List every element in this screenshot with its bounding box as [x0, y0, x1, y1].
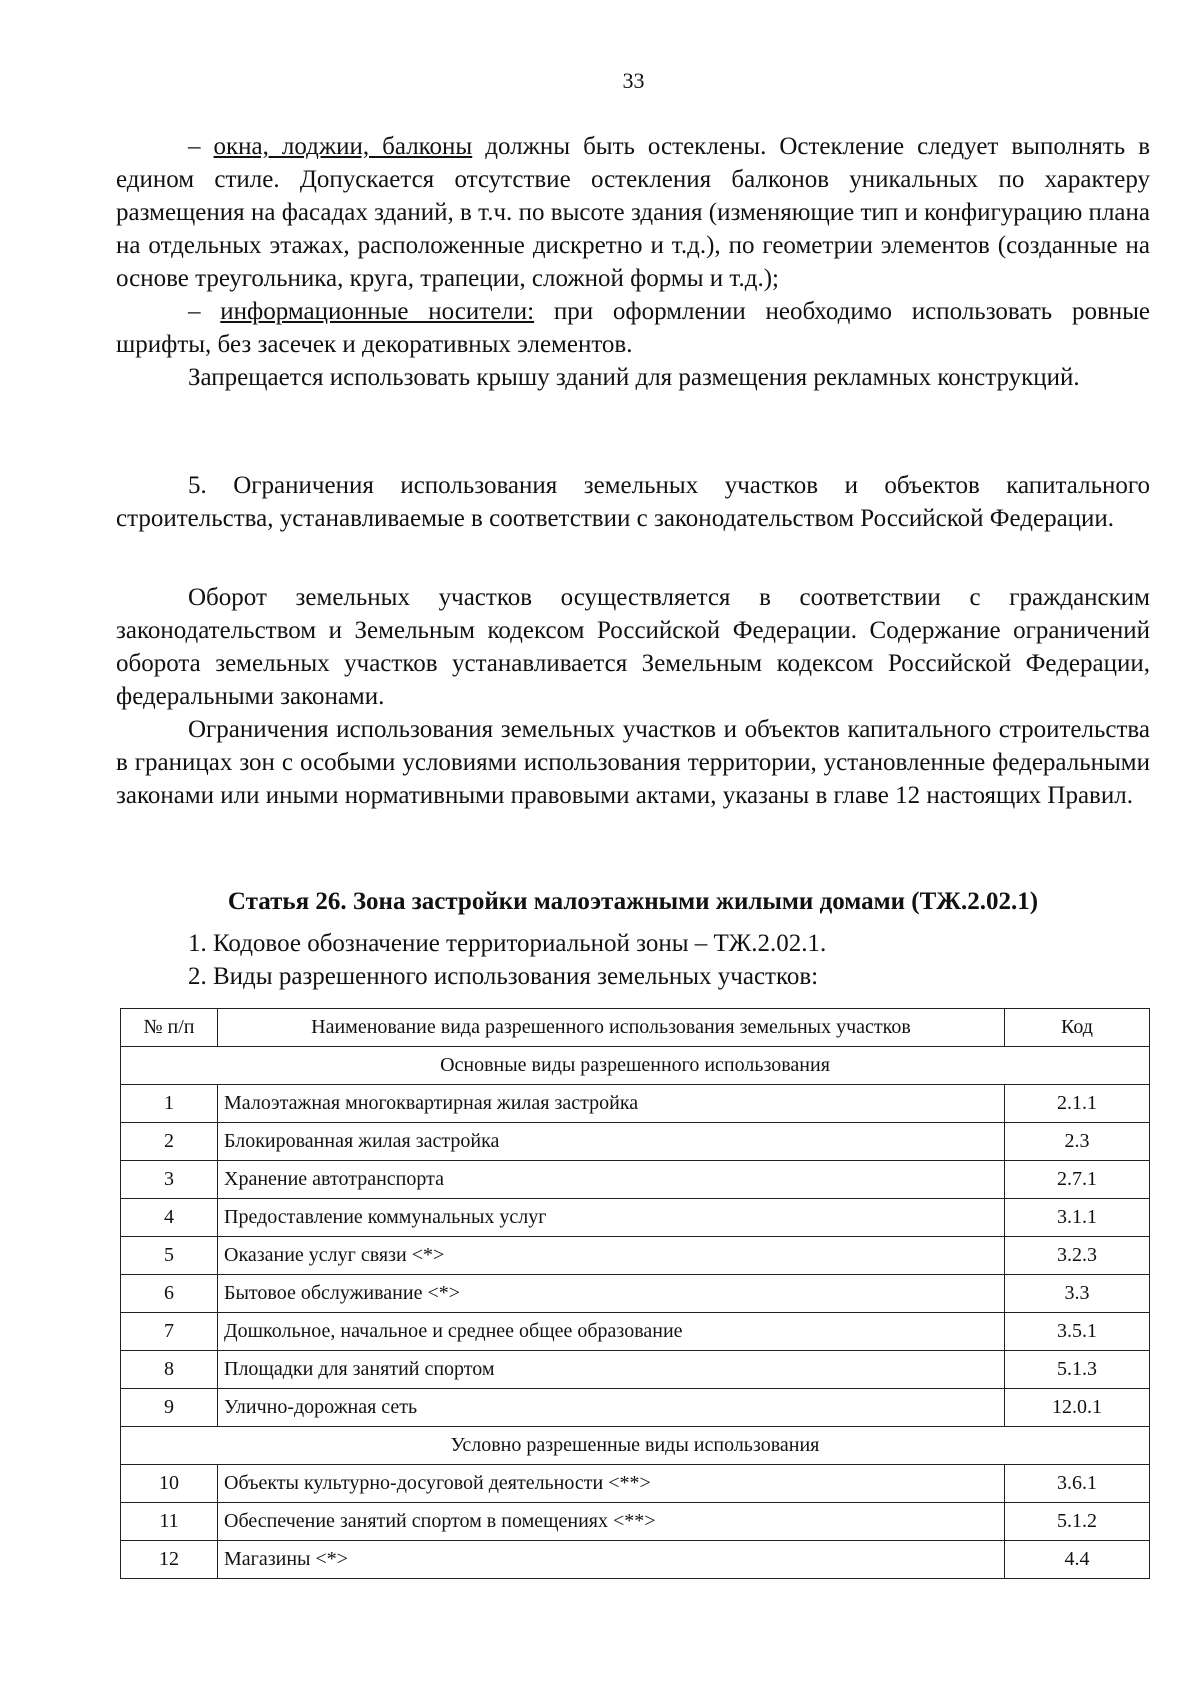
row-name: Малоэтажная многоквартирная жилая застройка [218, 1085, 1005, 1123]
row-name: Дошкольное, начальное и среднее общее образование [218, 1313, 1005, 1351]
section-title: Условно разрешенные виды использования [121, 1427, 1150, 1465]
paragraph-text: при оформлении необходимо использовать ровные шрифты, без засечек и декоративных элементов. [116, 298, 1151, 358]
table-row [121, 1237, 1150, 1275]
list-item: 1. Кодовое обозначение территориальной зоны – ТЖ.2.02.1. [188, 930, 827, 957]
row-name: Улично-дорожная сеть [218, 1389, 1005, 1427]
list-item: 2. Виды разрешенного использования земельных участков: [188, 963, 819, 990]
paragraph-info-carriers: – информационные носители: при оформлении необходимо использовать ровные шрифты, без засечек и декоративных элементов. [116, 298, 1151, 358]
table-row [121, 1313, 1150, 1351]
section-title: Основные виды разрешенного использования [121, 1047, 1150, 1085]
row-num: 4 [121, 1199, 218, 1237]
row-name: Магазины <*> [218, 1541, 1005, 1579]
row-num: 7 [121, 1313, 218, 1351]
table-row [121, 1503, 1150, 1541]
row-code: 4.4 [1005, 1541, 1150, 1579]
row-num: 8 [121, 1351, 218, 1389]
row-name: Хранение автотранспорта [218, 1161, 1005, 1199]
row-name: Бытовое обслуживание <*> [218, 1275, 1005, 1313]
paragraph-special-zones: Ограничения использования земельных участков и объектов капитального строительства в границах зон с особыми условиями использования территории, установленные федеральными законами или иными нормативными правовыми актами, указаны в главе 12 настоящих Правил. [116, 716, 1150, 809]
table-row [121, 1123, 1150, 1161]
row-code: 3.6.1 [1005, 1465, 1150, 1503]
header-name: Наименование вида разрешенного использования земельных участков [218, 1009, 1005, 1047]
paragraph-roof-ban: Запрещается использовать крышу зданий для размещения рекламных конструкций. [188, 364, 1080, 391]
table-row [121, 1161, 1150, 1199]
row-name: Блокированная жилая застройка [218, 1123, 1005, 1161]
intro-paragraphs [116, 130, 1150, 394]
row-code: 2.7.1 [1005, 1161, 1150, 1199]
table-header-row [121, 1009, 1150, 1047]
row-name: Предоставление коммунальных услуг [218, 1199, 1005, 1237]
row-name: Обеспечение занятий спортом в помещениях <**> [218, 1503, 1005, 1541]
numbered-list [188, 927, 826, 993]
row-num: 2 [121, 1123, 218, 1161]
section-row-main [121, 1047, 1150, 1085]
table-row [121, 1275, 1150, 1313]
paragraph-text: должны быть остеклены. Остекление следует выполнять в едином стиле. Допускается отсутствие остекления балконов уникальных по характеру размещения на фасадах зданий, в т.ч. по высоте здания (изменяющие тип и конфигурацию плана на отдельных этажах, расположенные дискретно и т.д.), по геометрии элементов (созданные на основе треугольника, круга, трапеции, сложной формы и т.д.); [116, 133, 1150, 292]
table-row [121, 1085, 1150, 1123]
table-row [121, 1199, 1150, 1237]
section-row-conditional [121, 1427, 1150, 1465]
table-row [121, 1465, 1150, 1503]
row-name: Объекты культурно-досуговой деятельности <**> [218, 1465, 1005, 1503]
underlined-term: окна, лоджии, балконы [213, 133, 473, 160]
item-5-text: 5. Ограничения использования земельных участков и объектов капитального строительства, устанавливаемые в соответствии с законодательством Российской Федерации. [116, 472, 1150, 532]
row-num: 11 [121, 1503, 218, 1541]
row-code: 3.2.3 [1005, 1237, 1150, 1275]
page-number: 33 [622, 68, 645, 93]
row-name: Площадки для занятий спортом [218, 1351, 1005, 1389]
row-num: 12 [121, 1541, 218, 1579]
paragraph-land-turnover: Оборот земельных участков осуществляется в соответствии с гражданским законодательством и Земельным кодексом Российской Федерации. Содержание ограничений оборота земельных участков устанавливается Земельным кодексом Российской Федерации, федеральными законами. [116, 584, 1150, 710]
row-name: Оказание услуг связи <*> [218, 1237, 1005, 1275]
row-num: 9 [121, 1389, 218, 1427]
article-heading: Статья 26. Зона застройки малоэтажными жилыми домами (ТЖ.2.02.1) [227, 888, 1039, 915]
header-code: Код [1005, 1009, 1150, 1047]
row-code: 5.1.3 [1005, 1351, 1150, 1389]
table-row [121, 1351, 1150, 1389]
row-code: 3.1.1 [1005, 1199, 1150, 1237]
row-num: 3 [121, 1161, 218, 1199]
header-num: № п/п [121, 1009, 218, 1047]
row-code: 2.1.1 [1005, 1085, 1150, 1123]
row-num: 1 [121, 1085, 218, 1123]
item-5 [116, 469, 1150, 535]
underlined-term: информационные носители: [220, 298, 535, 325]
row-code: 3.3 [1005, 1275, 1150, 1313]
restriction-paragraphs [116, 581, 1150, 812]
row-num: 6 [121, 1275, 218, 1313]
permitted-uses-table [120, 1008, 1150, 1579]
row-code: 5.1.2 [1005, 1503, 1150, 1541]
row-code: 3.5.1 [1005, 1313, 1150, 1351]
paragraph-windows: – окна, лоджии, балконы должны быть остеклены. Остекление следует выполнять в едином стиле. Допускается отсутствие остекления балконов уникальных по характеру размещения на фасадах зданий, в т.ч. по высоте здания (изменяющие тип и конфигурацию плана на отдельных этажах, расположенные дискретно и т.д.), по геометрии элементов (созданные на основе треугольника, круга, трапеции, сложной формы и т.д.); [116, 133, 1150, 292]
table-row [121, 1389, 1150, 1427]
row-num: 10 [121, 1465, 218, 1503]
row-code: 2.3 [1005, 1123, 1150, 1161]
row-num: 5 [121, 1237, 218, 1275]
row-code: 12.0.1 [1005, 1389, 1150, 1427]
table-row [121, 1541, 1150, 1579]
